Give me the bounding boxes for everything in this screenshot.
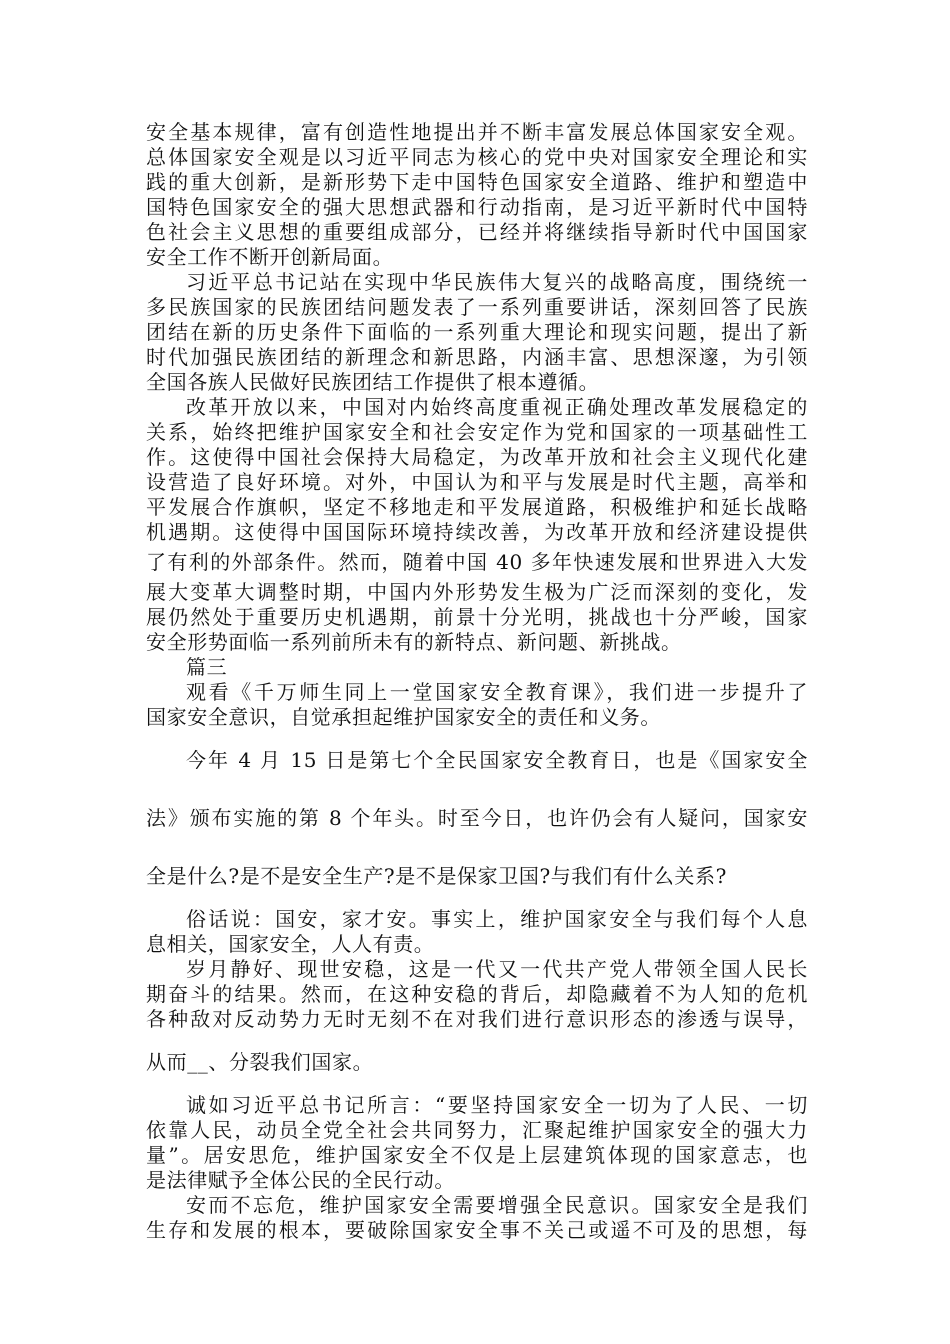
text-line: 国家安全意识，自觉承担起维护国家安全的责任和义务。: [146, 705, 661, 729]
text-line: 了有利的外部条件。然而，随着中国 40 多年快速发展和世界进入大发: [146, 550, 808, 574]
text-line: 时代加强民族团结的新理念和新思路，内涵丰富、思想深邃，为引领: [146, 345, 808, 369]
text-line: 安全形势面临一系列前所未有的新特点、新问题、新挑战。: [146, 630, 682, 654]
text-line: 国特色国家安全的强大思想武器和行动指南，是习近平新时代中国特: [146, 195, 808, 219]
text-line: 作。这使得中国社会保持大局稳定，为改革开放和社会主义现代化建: [146, 445, 808, 469]
text-line: 息相关，国家安全，人人有责。: [146, 932, 435, 956]
text-line: 诚如习近平总书记所言：“要坚持国家安全一切为了人民、一切: [186, 1093, 808, 1117]
text-line: 改革开放以来，中国对内始终高度重视正确处理改革发展稳定的: [186, 395, 808, 419]
text-line: 从而__、分裂我们国家。: [146, 1050, 374, 1074]
text-line: 依靠人民，动员全党全社会共同努力，汇聚起维护国家安全的强大力: [146, 1118, 808, 1142]
document-page: [146, 120, 808, 1243]
text-line: 今年 4 月 15 日是第七个全民国家安全教育日，也是《国家安全: [186, 748, 808, 772]
text-line: 平发展合作旗帜，坚定不移地走和平发展道路，积极维护和延长战略: [146, 495, 808, 519]
text-line: 总体国家安全观是以习近平同志为核心的党中央对国家安全理论和实: [146, 145, 808, 169]
text-line: 展仍然处于重要历史机遇期，前景十分光明，挑战也十分严峻，国家: [146, 605, 808, 629]
text-line: 团结在新的历史条件下面临的一系列重大理论和现实问题，提出了新: [146, 320, 808, 344]
text-line: 法》颁布实施的第 8 个年头。时至今日，也许仍会有人疑问，国家安: [146, 806, 808, 830]
text-line: 安全工作不断开创新局面。: [146, 245, 394, 269]
text-line: 安全基本规律，富有创造性地提出并不断丰富发展总体国家安全观。: [146, 120, 808, 144]
text-line: 色社会主义思想的重要组成部分，已经并将继续指导新时代中国国家: [146, 220, 808, 244]
text-line: 全国各族人民做好民族团结工作提供了根本遵循。: [146, 370, 600, 394]
text-line: 安而不忘危，维护国家安全需要增强全民意识。国家安全是我们: [186, 1193, 808, 1217]
text-line: 是法律赋予全体公民的全民行动。: [146, 1168, 455, 1192]
text-line: 俗话说：国安，家才安。事实上，维护国家安全与我们每个人息: [186, 907, 808, 931]
text-line: 多民族国家的民族团结问题发表了一系列重要讲话，深刻回答了民族: [146, 295, 808, 319]
text-line: 全是什么?是不是安全生产?是不是保家卫国?与我们有什么关系?: [146, 864, 727, 888]
text-line: 践的重大创新，是新形势下走中国特色国家安全道路、维护和塑造中: [146, 170, 808, 194]
text-line: 关系，始终把维护国家安全和社会安定作为党和国家的一项基础性工: [146, 420, 808, 444]
text-line: 各种敌对反动势力无时无刻不在对我们进行意识形态的渗透与误导，: [146, 1007, 808, 1031]
text-line: 岁月静好、现世安稳，这是一代又一代共产党人带领全国人民长: [186, 957, 808, 981]
text-line: 习近平总书记站在实现中华民族伟大复兴的战略高度，围绕统一: [186, 270, 808, 294]
section-heading: 篇三: [186, 655, 228, 679]
text-line: 量”。居安思危，维护国家安全不仅是上层建筑体现的国家意志，也: [146, 1143, 808, 1167]
text-line: 设营造了良好环境。对外，中国认为和平与发展是时代主题，高举和: [146, 470, 808, 494]
text-line: 机遇期。这使得中国国际环境持续改善，为改革开放和经济建设提供: [146, 520, 808, 544]
text-line: 生存和发展的根本，要破除国家安全事不关己或遥不可及的思想，每: [146, 1218, 808, 1242]
text-line: 期奋斗的结果。然而，在这种安稳的背后，却隐藏着不为人知的危机: [146, 982, 808, 1006]
text-line: 展大变革大调整时期，中国内外形势发生极为广泛而深刻的变化，发: [146, 580, 808, 604]
text-line: 观看《千万师生同上一堂国家安全教育课》，我们进一步提升了: [186, 680, 808, 704]
